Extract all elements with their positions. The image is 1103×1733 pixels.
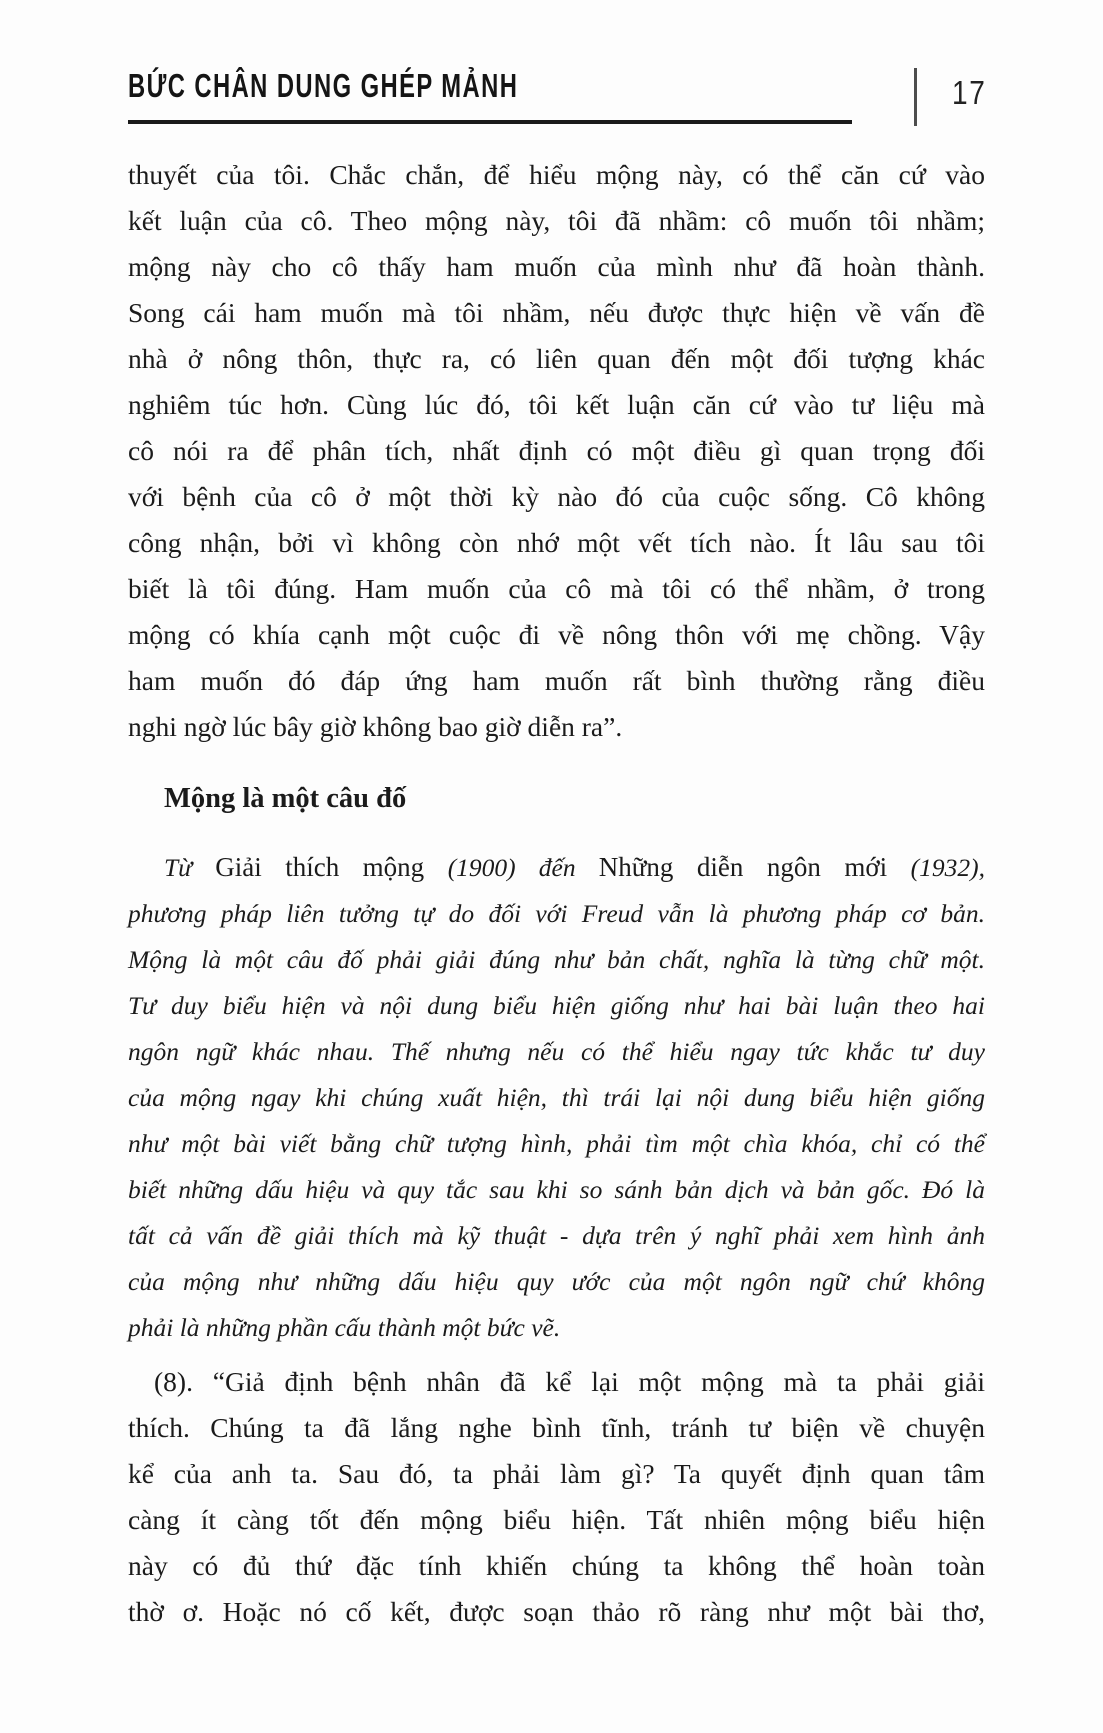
section-heading: Mộng là một câu đố [164, 783, 407, 814]
text-line: của mộng như những dấu hiệu quy ước của một ngôn ngữ chứ không [128, 1267, 985, 1296]
text-line: của mộng ngay khi chúng xuất hiện, thì trái lại nội dung biểu hiện giống [128, 1083, 985, 1112]
book-title-segment: Giải thích mộng [215, 852, 448, 882]
text-line: cô nói ra để phân tích, nhất định có một điều gì quan trọng đối [128, 435, 985, 466]
text-line: mộng có khía cạnh một cuộc đi về nông thôn với mẹ chồng. Vậy [128, 619, 985, 650]
text-line: biết là tôi đúng. Ham muốn của cô mà tôi có thể nhầm, ở trong [128, 573, 985, 604]
header-rule [128, 120, 852, 124]
text-line: như một bài viết bằng chữ tượng hình, phải tìm một chìa khóa, chỉ có thể [128, 1129, 985, 1158]
text-line: thờ ơ. Hoặc nó cố kết, được soạn thảo rõ ràng như một bài thơ, [128, 1596, 985, 1627]
text-line: nghi ngờ lúc bây giờ không bao giờ diễn ra”. [128, 711, 623, 742]
header-divider [914, 68, 917, 126]
text-line: nhà ở nông thôn, thực ra, có liên quan đến một đối tượng khác [128, 343, 985, 374]
text-line: Song cái ham muốn mà tôi nhầm, nếu được thực hiện về vấn đề [128, 297, 985, 328]
header-title-block [128, 64, 852, 124]
text-line: mộng này cho cô thấy ham muốn của mình như đã hoàn thành. [128, 251, 985, 282]
page-header [128, 64, 988, 124]
text-line: ngôn ngữ khác nhau. Thế nhưng nếu có thể hiểu ngay tức khắc tư duy [128, 1037, 985, 1066]
text-line: Mộng là một câu đố phải giải đúng như bản chất, nghĩa là từng chữ một. [128, 945, 985, 974]
text-line: tất cả vấn đề giải thích mà kỹ thuật - dựa trên ý nghĩ phải xem hình ảnh [128, 1221, 985, 1250]
text-line: (8). “Giả định bệnh nhân đã kể lại một mộng mà ta phải giải [154, 1366, 985, 1397]
text-line: phương pháp liên tưởng tự do đối với Freud vẫn là phương pháp cơ bản. [128, 899, 985, 928]
text-line: phải là những phần cấu thành một bức vẽ. [128, 1313, 561, 1342]
text-line: thích. Chúng ta đã lắng nghe bình tĩnh, tránh tư biện về chuyện [128, 1412, 985, 1443]
text-segment: đến [538, 853, 599, 882]
text-segment: Từ [164, 853, 216, 882]
page-number: 17 [952, 74, 987, 111]
paragraph-2 [128, 844, 985, 1351]
text-line: ham muốn đó đáp ứng ham muốn rất bình thường rằng điều [128, 665, 985, 696]
text-line: này có đủ thứ đặc tính khiến chúng ta không thể hoàn toàn [128, 1550, 985, 1581]
text-line: càng ít càng tốt đến mộng biểu hiện. Tất nhiên mộng biểu hiện [128, 1504, 985, 1535]
body-text [128, 152, 985, 1635]
paragraph-3 [128, 1359, 985, 1635]
text-segment: (1932), [910, 853, 985, 882]
text-line: Tư duy biểu hiện và nội dung biểu hiện giống như hai bài luận theo hai [128, 991, 985, 1020]
text-segment: (1900) [447, 853, 539, 882]
text-line: biết những dấu hiệu và quy tắc sau khi so sánh bản dịch và bản gốc. Đó là [128, 1175, 985, 1204]
text-line: thuyết của tôi. Chắc chắn, để hiểu mộng này, có thể căn cứ vào [128, 159, 985, 190]
text-line-mixed [128, 844, 985, 891]
text-line: nghiêm túc hơn. Cùng lúc đó, tôi kết luận căn cứ vào tư liệu mà [128, 389, 985, 420]
text-line: kết luận của cô. Theo mộng này, tôi đã nhầm: cô muốn tôi nhầm; [128, 205, 985, 236]
text-line: kể của anh ta. Sau đó, ta phải làm gì? Ta quyết định quan tâm [128, 1458, 985, 1489]
running-head-title: BỨC CHÂN DUNG GHÉP MẢNH [128, 67, 519, 104]
paragraph-1 [128, 152, 985, 750]
book-title-segment: Những diễn ngôn mới [598, 852, 911, 882]
text-line: công nhận, bởi vì không còn nhớ một vết tích nào. Ít lâu sau tôi [128, 527, 985, 558]
text-line: với bệnh của cô ở một thời kỳ nào đó của cuộc sống. Cô không [128, 481, 985, 512]
